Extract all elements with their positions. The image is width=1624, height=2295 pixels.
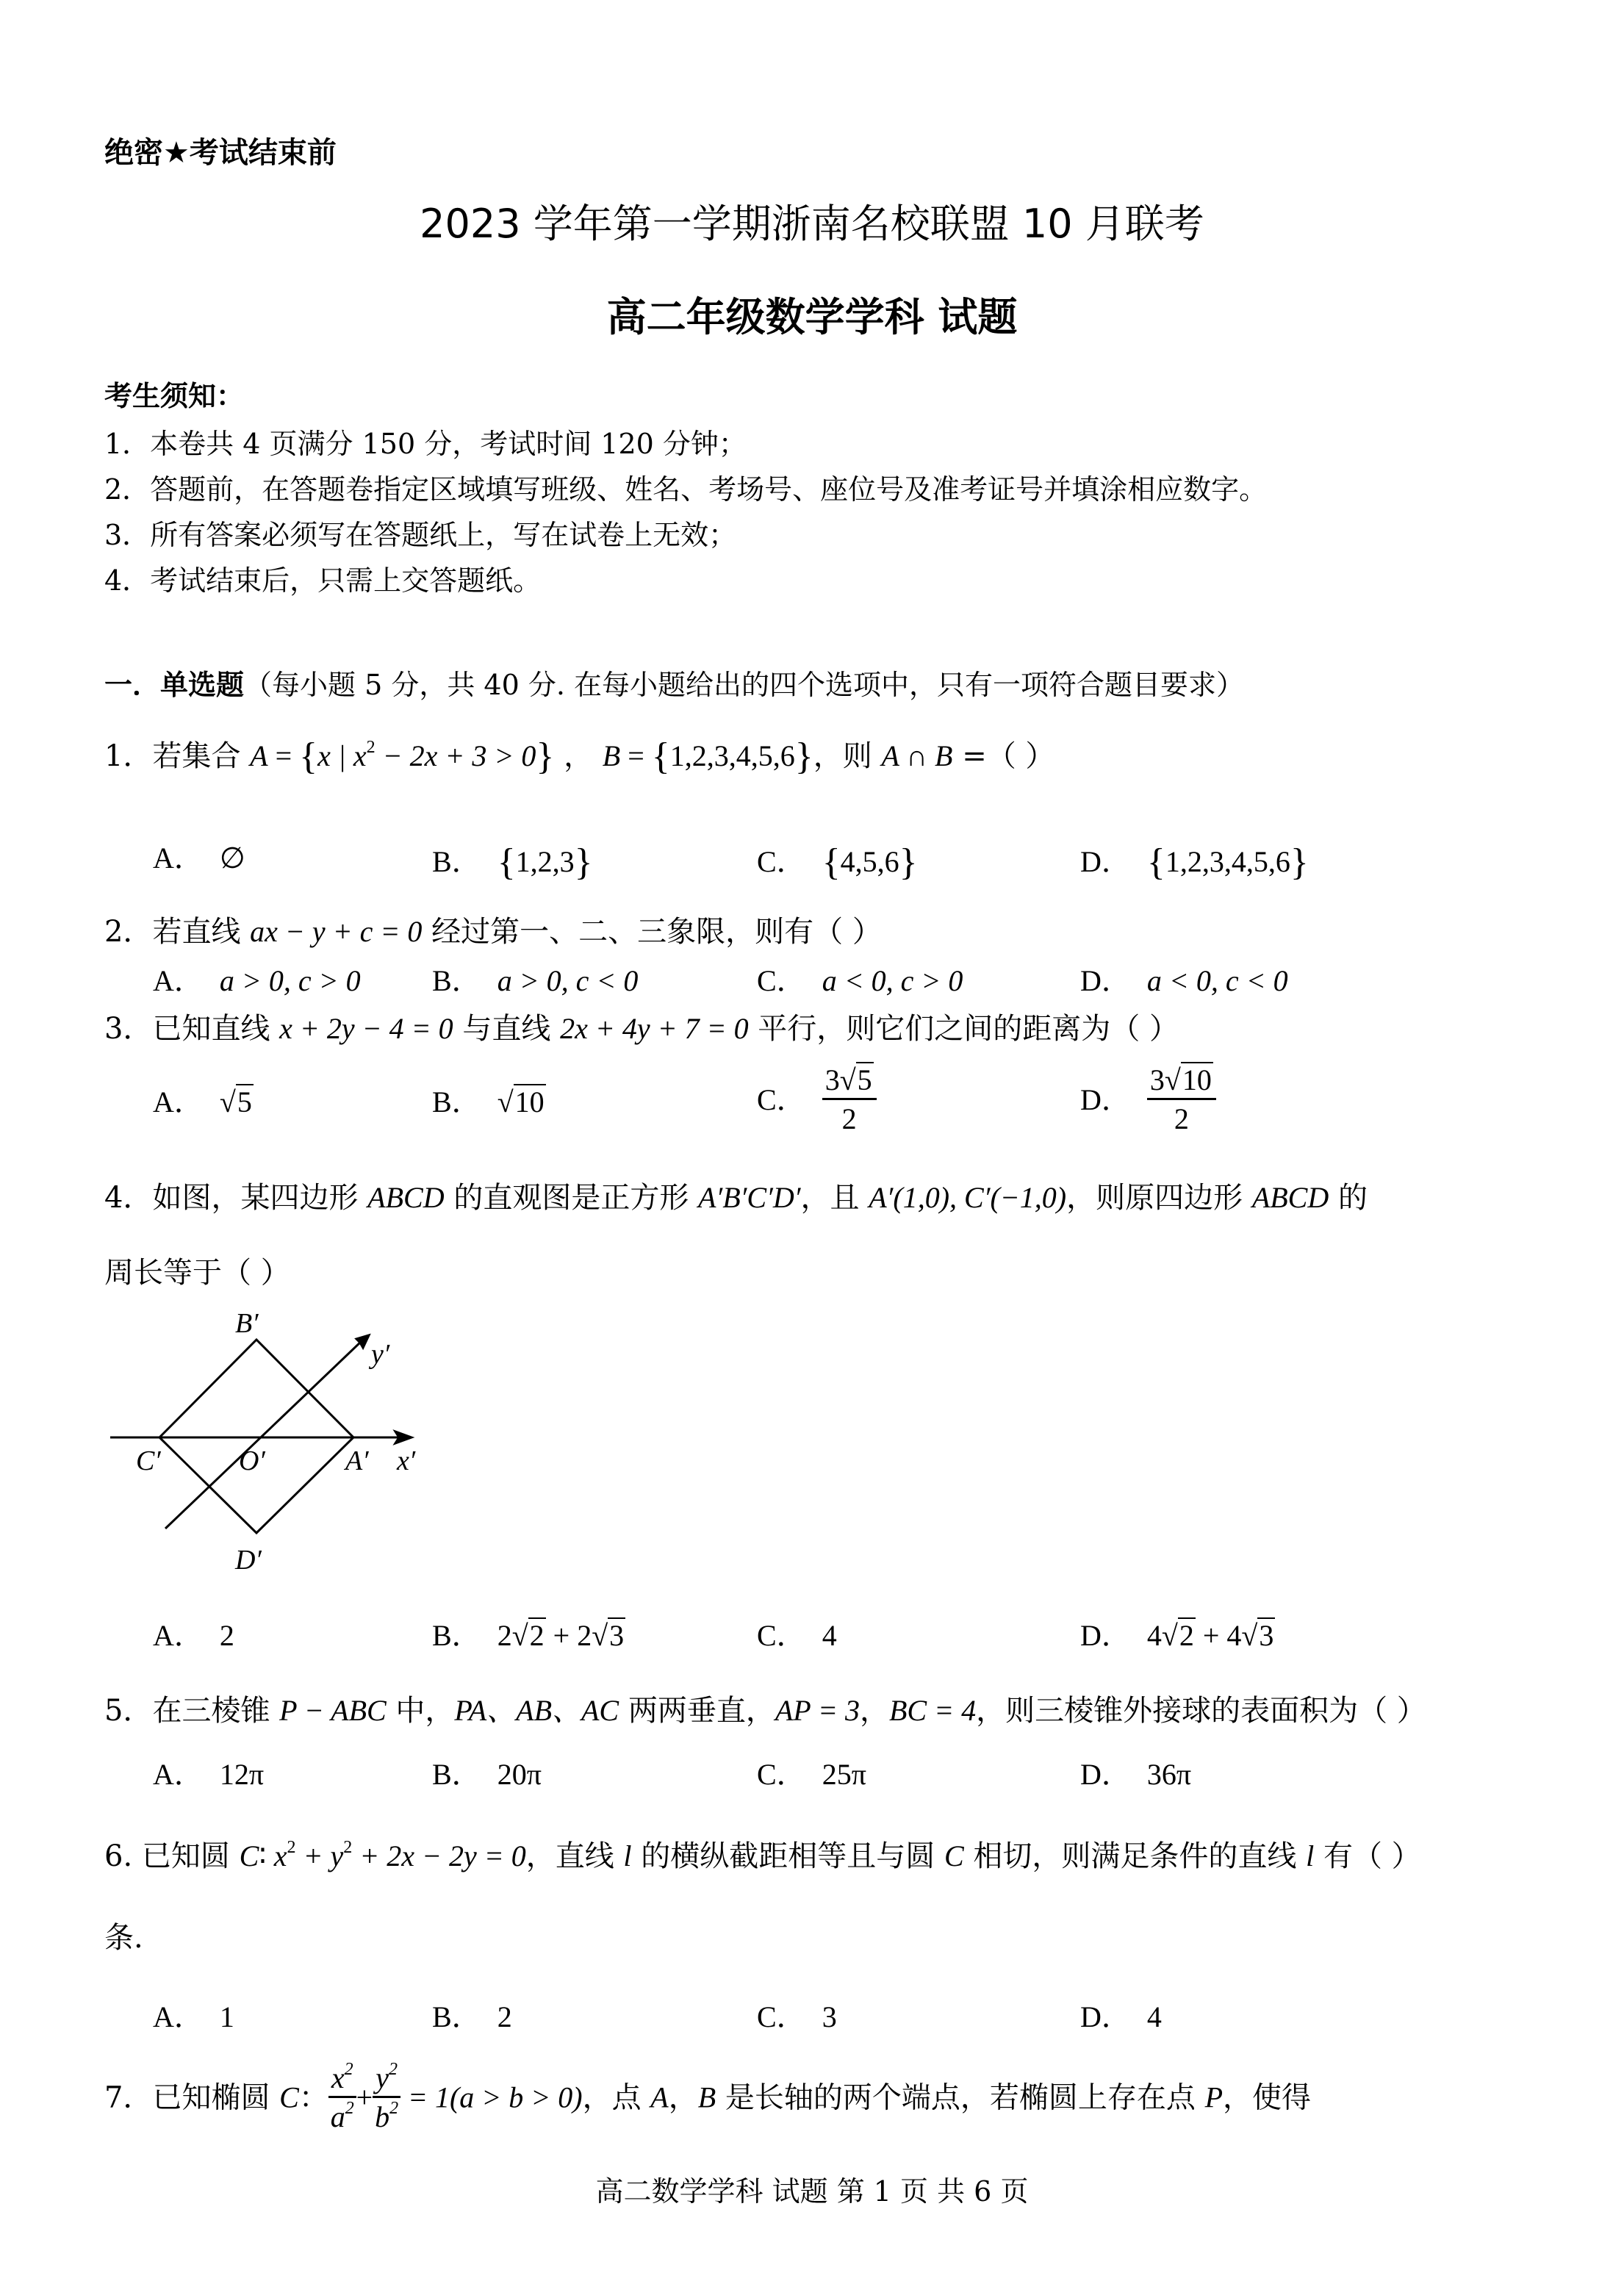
text-questions-5-options-2-value: 3 [822,2000,837,2033]
text-questions-5-options-1-label: B． [432,2000,481,2033]
text-questions-0-options-3-label: D． [1080,845,1131,878]
text-questions-5-stem-math-2c: + 2x − 2y = 0 [352,1839,526,1872]
text-questions-3-stem-line1-mid3: ，则原四边形 [1066,1181,1252,1215]
text-questions-5-options-0-value: 1 [219,2000,234,2033]
question-3-stem [104,1014,1179,1044]
text-questions-3-options-1-label: B． [432,1619,481,1652]
text-questions-3-options-1-c1: 2 [497,1619,512,1652]
text-questions-3-stem-line1-suffix: 的 [1329,1181,1368,1215]
text-questions-2-options-3-coef: 3 [1149,1063,1165,1096]
text-questions-6-plus: + [356,2080,373,2114]
question-5-option-b[interactable] [432,1760,542,1789]
text-questions-2-options-0-label: A． [153,1085,204,1118]
text-questions-6-stem-math-4: P [1204,2080,1224,2114]
text-questions-1-options-1-label: B． [432,964,481,997]
label-o: O′ [239,1445,265,1476]
text-questions-0-stem-mid: ， [554,739,603,773]
question-4-stem-line-2: 周长等于（ ） [104,1256,290,1290]
text-questions-0-stem-eq-1: = [267,739,300,772]
text-questions-1-options-0-label: A． [153,964,204,997]
text-questions-6-stem-math-2: A [650,2080,669,2114]
question-4-stem-line-1 [104,1183,1368,1213]
text-questions-3-options-3-plus: + [1195,1619,1227,1652]
text-questions-3-options-3-r2: 3 [1259,1619,1274,1652]
question-2-option-c[interactable] [757,966,963,996]
text-questions-3-stem-math-1: ABCD [367,1181,445,1214]
text-questions-3-stem-math-2: A′B′C′D′ [698,1181,801,1214]
question-3-option-c[interactable]: C． $\frac{3√5}{2}$ [757,1066,877,1134]
text-questions-5-stem-math-2a: x [273,1839,287,1872]
question-6-stem-line-2: 条. [104,1921,143,1955]
text-questions-3-stem-math-4: ABCD [1251,1181,1329,1214]
text-questions-0-options-3-value: 1,2,3,4,5,6 [1165,845,1290,878]
text-questions-4-stem-mid1: 中， [386,1694,455,1728]
text-questions-1-options-2-label: C． [757,964,806,997]
text-questions-3-options-1-plus: + [545,1619,578,1652]
text-questions-2-options-2-coef: 3 [824,1063,840,1096]
text-questions-6-frac1-num: x [331,2061,345,2094]
text-questions-1-stem-suffix: 经过第一、二、三象限，则有（ ） [422,915,882,949]
label-x-axis: x′ [397,1445,416,1476]
text-questions-2-stem-math-1: x + 2y − 4 = 0 [279,1012,453,1045]
label-b: B′ [235,1308,259,1339]
text-questions-5-stem-math-2b: + y [295,1839,344,1872]
exam-title: 2023 学年第一学期浙南名校联盟 10 月联考 [420,201,1204,247]
question-1-option-a[interactable] [153,841,245,874]
text-questions-2-options-1-radicand: 10 [514,1085,545,1118]
notice-item-3: 3．所有答案必须写在答题纸上，写在试卷上无效； [104,519,737,551]
question-6-option-c[interactable] [757,2000,837,2033]
question-5-option-d[interactable] [1080,1760,1191,1789]
question-5-stem [104,1694,1426,1728]
text-questions-3-options-2-value: 4 [822,1619,837,1652]
question-1-option-c[interactable]: C． {4,5,6} [757,841,918,883]
text-questions-3-options-3-label: D． [1080,1619,1131,1652]
text-questions-5-stem-math-4: C [944,1839,964,1872]
text-questions-0-options-0-label: A． [153,841,204,874]
text-questions-5-options-2-label: C． [757,2000,806,2033]
text-questions-3-options-1-r2: 3 [609,1619,625,1652]
text-questions-0-stem-suffix-1: ，则 [813,739,882,773]
text-questions-5-stem-suffix: 有（ ） [1314,1839,1421,1873]
text-questions-0-options-2-value: 4,5,6 [840,845,899,878]
y-axis-arrow-icon [356,1335,369,1348]
text-questions-4-options-0-value: 12π [219,1758,265,1791]
text-questions-6-stem-colon: ： [298,2080,328,2115]
question-1-option-b[interactable]: B． {1,2,3} [432,841,593,883]
text-questions-5-options-3-value: 4 [1146,2000,1162,2033]
text-questions-5-stem-prefix: 6. 已知圆 [104,1839,240,1873]
question-4-option-c[interactable] [757,1621,837,1651]
text-questions-3-stem-line1-prefix: 4．如图，某四边形 [104,1181,368,1215]
label-a: A′ [345,1445,369,1476]
notice-item-4: 4．考试结束后，只需上交答题纸。 [104,564,542,597]
text-questions-2-stem-mid: 与直线 [453,1012,561,1046]
section-title: 一．单选题 [104,669,245,701]
text-questions-4-stem-mid3: ， [859,1694,889,1728]
text-questions-0-options-1-value: 1,2,3 [515,845,575,878]
text-questions-2-options-0-radicand: 5 [237,1085,252,1118]
notice-heading: 考生须知： [104,380,245,412]
text-questions-4-options-2-value: 25π [822,1758,866,1791]
text-questions-6-stem-mid1: ，点 [582,2080,651,2115]
text-questions-5-stem-colon: ∶ [259,1839,274,1872]
page-footer: 高二数学学科 试题 第 1 页 共 6 页 [595,2175,1029,2208]
text-questions-4-stem-suffix: ，则三棱锥外接球的表面积为（ ） [976,1694,1426,1728]
text-questions-2-options-2-label: C． [757,1082,806,1116]
question-2-option-d[interactable] [1080,966,1288,996]
text-questions-1-options-3-value: a < 0, c < 0 [1146,964,1288,997]
question-2-option-a[interactable] [153,966,361,996]
question-5-option-c[interactable] [757,1760,866,1789]
text-questions-6-frac1-den: a [330,2100,345,2133]
text-questions-6-exp: 2 [388,2060,398,2079]
text-questions-0-stem-math-3: A ∩ B [881,739,953,772]
text-questions-1-options-2-value: a < 0, c > 0 [822,964,963,997]
text-questions-4-stem-math-2: PA、AB、AC [454,1694,619,1727]
notice-item-2: 2．答题前，在答题卷指定区域填写班级、姓名、考场号、座位号及准考证号并填涂相应数字。 [104,473,1268,506]
text-questions-5-stem-mid2: 的横纵截距相等且与圆 [631,1839,944,1873]
text-questions-3-options-2-label: C． [757,1619,806,1652]
question-2-stem [104,917,882,947]
fraction-y2-b2 [373,2060,400,2133]
text-questions-0-stem-math-1: A [250,739,268,772]
text-questions-3-options-1-c2: 2 [577,1619,592,1652]
label-c: C′ [136,1445,161,1476]
text-questions-5-stem-mid1: ，直线 [525,1839,624,1873]
text-questions-3-options-0-value: 2 [219,1619,234,1652]
text-questions-3-options-3-c2: 4 [1226,1619,1242,1652]
question-7-stem [104,2060,1312,2133]
fraction-x2-a2 [328,2060,356,2133]
text-questions-4-options-0-label: A． [153,1758,204,1791]
question-4-option-b[interactable]: B． 2√2 + 2√3 [432,1619,625,1652]
text-questions-5-stem-math-5: l [1306,1839,1315,1872]
question-3-option-d[interactable]: D． $\frac{3√10}{2}$ [1080,1066,1216,1134]
text-questions-2-options-1-label: B． [432,1085,481,1118]
text-questions-6-exp: 2 [345,2099,354,2118]
question-6-option-a[interactable] [153,2000,234,2033]
question-6-stem-line-1: 6. 已知圆 C∶ $x^2 + y^2 + 2x - 2y = 0$，直线 l 的横纵截距相等且与圆 C 相切，则满足条件的直线 l 有（ ） [104,1838,1421,1873]
text-questions-6-exp: 2 [344,2060,353,2079]
text-questions-3-options-0-label: A． [153,1619,204,1652]
secret-label: 绝密★考试结束前 [104,136,337,170]
text-questions-0-stem-set-1b: − 2x + 3 > 0 [375,739,536,772]
label-y-axis: y′ [371,1339,390,1370]
text-questions-2-stem-prefix: 3．已知直线 [104,1012,280,1046]
text-questions-4-options-1-value: 20π [497,1758,542,1791]
text-questions-4-stem-mid2: 两两垂直， [619,1694,775,1728]
question-4-option-d[interactable]: D． 4√2 + 4√3 [1080,1619,1274,1652]
text-questions-5-options-3-label: D． [1080,2000,1131,2033]
text-questions-0-options-0-value: ∅ [219,841,245,874]
question-1-option-d[interactable]: D． {1,2,3,4,5,6} [1080,841,1309,883]
text-questions-4-stem-math-4: BC = 4 [888,1694,977,1727]
text-questions-6-frac2-den: b [375,2100,390,2133]
text-questions-4-options-3-label: D． [1080,1758,1131,1791]
question-1-stem: 1．若集合 A = {x | $x^2 - 2x + 3 > 0$} ， B = {1,2,3,4,5,6}，则 A ∩ B =（ ） [104,736,1055,777]
text-questions-1-stem-prefix: 2．若直线 [104,915,251,949]
label-d: D′ [235,1545,262,1576]
question-4-figure [103,1308,426,1587]
text-questions-5-options-0-label: A． [153,2000,204,2033]
text-questions-2-options-3-label: D． [1080,1082,1131,1116]
exam-subtitle: 高二年级数学学科 试题 [606,294,1018,340]
text-questions-3-options-3-c1: 4 [1146,1619,1162,1652]
text-questions-6-stem-mid3: 是长轴的两个端点，若椭圆上存在点 [716,2080,1205,2115]
question-4-option-a[interactable] [153,1621,234,1651]
text-questions-4-options-1-label: B． [432,1758,481,1791]
text-questions-6-stem-math-3: B [697,2080,716,2114]
text-questions-3-options-1-r1: 2 [529,1619,545,1652]
text-questions-2-options-3-den: 2 [1174,1102,1189,1135]
text-questions-6-exp: 2 [389,2099,399,2118]
question-5-option-a[interactable] [153,1760,264,1789]
text-questions-0-stem-set-2: 1,2,3,4,5,6 [669,739,795,772]
question-6-option-d[interactable] [1080,2000,1162,2033]
text-questions-2-options-2-radicand: 5 [857,1063,872,1096]
text-questions-1-options-3-label: D． [1080,964,1131,997]
text-questions-0-stem-suffix-2: =（ ） [952,739,1055,773]
x-axis-arrow-icon [395,1432,412,1443]
text-questions-5-stem-mid3: 相切，则满足条件的直线 [963,1839,1307,1873]
text-questions-0-options-2-label: C． [757,845,806,878]
text-questions-3-stem-math-3: A′(1,0), C′(−1,0) [869,1181,1067,1214]
text-questions-1-options-0-value: a > 0, c > 0 [219,964,361,997]
text-questions-3-stem-line1-mid2: ，且 [800,1181,869,1215]
text-questions-4-stem-math-3: AP = 3 [775,1694,860,1727]
text-questions-4-options-3-value: 36π [1146,1758,1192,1791]
section-heading [104,671,1244,700]
text-questions-6-stem-eq: = 1(a > b > 0) [400,2080,583,2114]
question-3-option-b[interactable]: B． √10 [432,1085,545,1118]
text-questions-1-options-1-value: a > 0, c < 0 [497,964,639,997]
text-questions-6-stem-mid2: ， [668,2080,698,2115]
text-questions-0-stem-set-1: x | x [317,739,367,772]
text-questions-3-stem-line1-mid1: 的直观图是正方形 [444,1181,699,1215]
question-6-option-b[interactable] [432,2000,512,2033]
text-questions-2-options-3-radicand: 10 [1182,1063,1212,1096]
text-questions-5-options-1-value: 2 [497,2000,512,2033]
text-questions-2-options-2-den: 2 [841,1102,857,1135]
text-questions-6-stem-math-1: C [279,2080,299,2114]
section-description: （每小题 5 分，共 40 分. 在每小题给出的四个选项中，只有一项符合题目要求） [244,669,1245,701]
text-questions-6-stem-suffix: ，使得 [1223,2080,1312,2115]
text-questions-4-stem-math-1: P − ABC [279,1694,387,1727]
text-questions-2-stem-math-2: 2x + 4y + 7 = 0 [560,1012,749,1045]
text-questions-3-options-3-r1: 2 [1179,1619,1194,1652]
text-questions-5-stem-math-3: l [623,1839,632,1872]
text-questions-0-stem-math-2: B [602,739,621,772]
text-questions-0-stem-prefix: 1．若集合 [104,739,251,773]
text-questions-4-options-2-label: C． [757,1758,806,1791]
question-3-option-a[interactable]: A． √5 [153,1085,252,1118]
text-questions-2-stem-suffix: 平行，则它们之间的距离为（ ） [748,1012,1179,1046]
text-questions-6-frac2-num: y [376,2061,389,2094]
text-questions-6-stem-prefix: 7．已知椭圆 [104,2080,280,2115]
text-questions-4-stem-prefix: 5．在三棱锥 [104,1694,280,1728]
notice-item-1: 1．本卷共 4 页满分 150 分，考试时间 120 分钟； [104,428,747,460]
text-questions-0-options-1-label: B． [432,845,481,878]
y-axis-line [165,1341,362,1529]
question-2-option-b[interactable] [432,966,638,996]
text-questions-5-stem-math-1: C [239,1839,259,1872]
text-questions-1-stem-math: ax − y + c = 0 [250,915,423,948]
